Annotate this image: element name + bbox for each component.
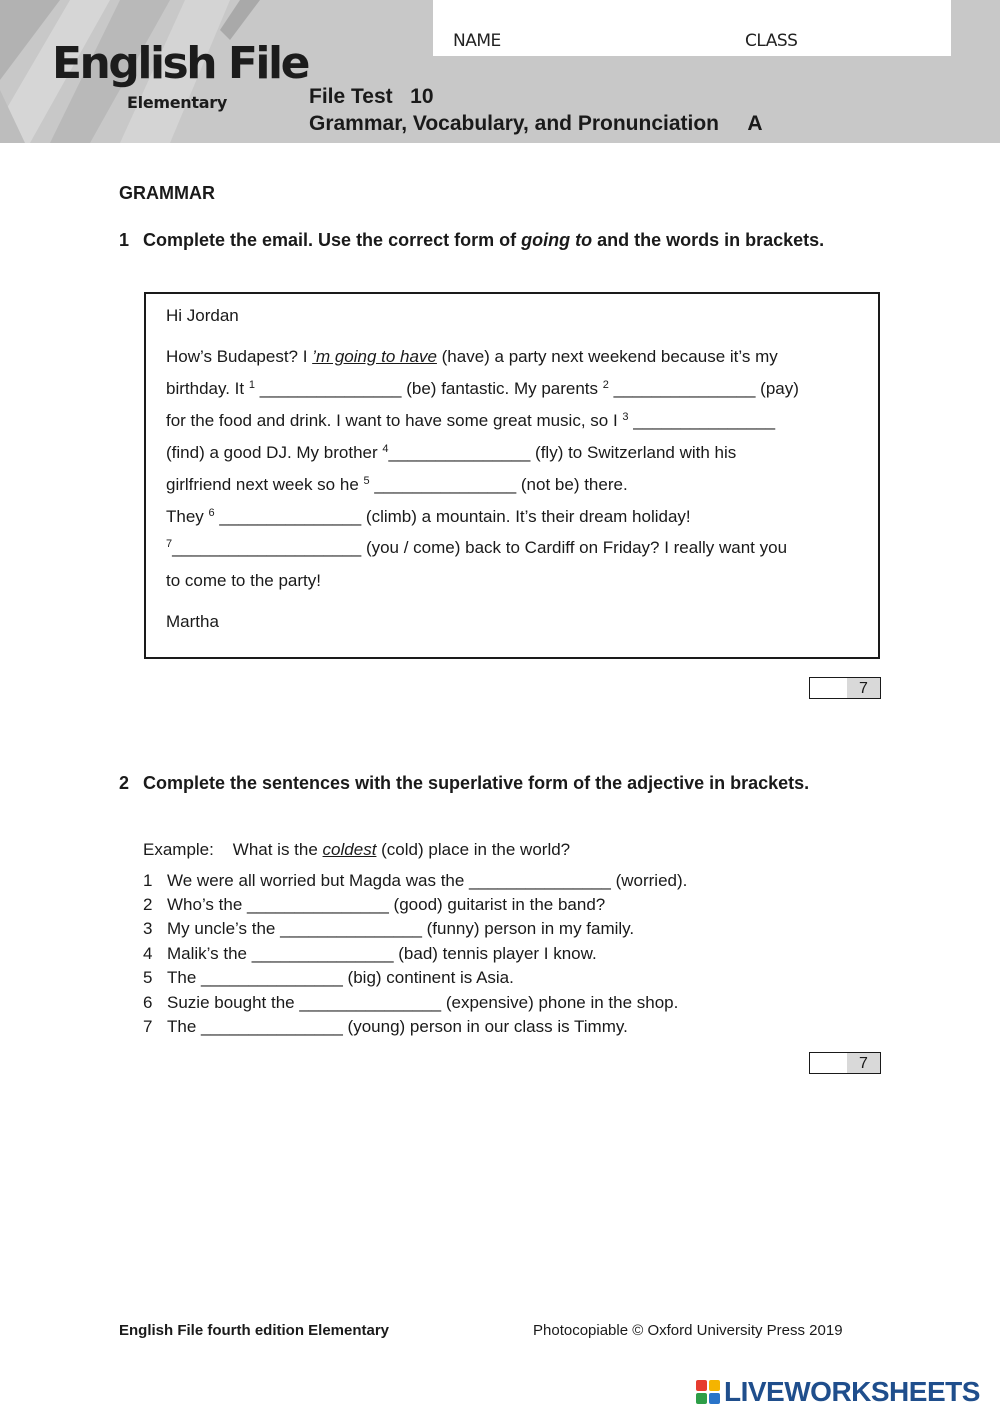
email-line-6 bbox=[166, 507, 691, 527]
example-answer: ’m going to have bbox=[312, 347, 437, 366]
score-box-task-2 bbox=[809, 1052, 881, 1074]
email-line-2 bbox=[166, 379, 799, 399]
email-text: for the food and drink. I want to have some great music, so I bbox=[166, 411, 623, 430]
email-text: birthday. It bbox=[166, 379, 249, 398]
test-subtitle: Grammar, Vocabulary, and Pronunciation A bbox=[309, 112, 763, 135]
email-line-4 bbox=[166, 443, 736, 463]
email-line-7 bbox=[166, 538, 787, 558]
gap-number: 6 bbox=[208, 507, 215, 519]
page-header bbox=[0, 0, 1000, 143]
task-number: 1 bbox=[119, 230, 130, 250]
example-text: (cold) place in the world? bbox=[376, 840, 571, 859]
email-text: _______________ (pay) bbox=[608, 379, 799, 398]
liveworksheets-logo-icon bbox=[696, 1380, 722, 1406]
instruction-text: Complete the email. Use the correct form of bbox=[143, 230, 522, 250]
list-item bbox=[143, 968, 514, 988]
instruction-emphasis: going to bbox=[521, 230, 593, 250]
item-text: The _______________ (big) continent is Asia. bbox=[167, 968, 514, 987]
name-class-box bbox=[433, 0, 951, 56]
gap-number: 1 bbox=[248, 379, 255, 391]
item-number: 3 bbox=[143, 919, 153, 938]
footer-copyright: Photocopiable © Oxford University Press 2019 bbox=[533, 1322, 843, 1339]
list-item bbox=[143, 871, 687, 891]
item-text: Suzie bought the _______________ (expensive) phone in the shop. bbox=[167, 993, 679, 1012]
email-greeting: Hi Jordan bbox=[166, 306, 239, 325]
email-text: _______________ (fly) to Switzerland with his bbox=[388, 443, 737, 462]
liveworksheets-text: LIVEWORKSHEETS bbox=[724, 1376, 980, 1407]
item-number: 1 bbox=[143, 871, 153, 890]
email-text: (have) a party next weekend because it’s my bbox=[436, 347, 778, 366]
item-text: My uncle’s the _______________ (funny) person in my family. bbox=[167, 919, 635, 938]
logo-title: English File bbox=[52, 38, 308, 89]
email-text: ____________________ (you / come) back to Cardiff on Friday? I really want you bbox=[172, 538, 788, 557]
example-sentence bbox=[143, 840, 570, 860]
email-text: girlfriend next week so he bbox=[166, 475, 364, 494]
email-text: They bbox=[166, 507, 209, 526]
gap-number: 5 bbox=[363, 475, 370, 487]
instruction-text: Complete the sentences with the superlative form of the adjective in brackets. bbox=[143, 773, 810, 793]
item-text: Who’s the _______________ (good) guitarist in the band? bbox=[167, 895, 606, 914]
email-text: (find) a good DJ. My brother bbox=[166, 443, 383, 462]
item-text: Malik’s the _______________ (bad) tennis player I know. bbox=[167, 944, 597, 963]
instruction-text: and the words in brackets. bbox=[592, 230, 825, 250]
email-text: _______________ (be) fantastic. My parents bbox=[254, 379, 603, 398]
gap-number: 2 bbox=[602, 379, 609, 391]
example-answer: coldest bbox=[322, 840, 377, 859]
item-number: 5 bbox=[143, 968, 153, 987]
gap-number: 4 bbox=[382, 443, 389, 455]
email-text: How’s Budapest? I bbox=[166, 347, 313, 366]
list-item bbox=[143, 944, 597, 964]
email-text: _______________ bbox=[628, 411, 776, 430]
item-number: 7 bbox=[143, 1017, 153, 1036]
item-text: The _______________ (young) person in our class is Timmy. bbox=[167, 1017, 628, 1036]
task-number: 2 bbox=[119, 773, 130, 793]
score-box-task-1 bbox=[809, 677, 881, 699]
section-heading-grammar: GRAMMAR bbox=[119, 183, 215, 203]
item-number: 2 bbox=[143, 895, 153, 914]
gap-number: 3 bbox=[622, 411, 629, 423]
score-input[interactable] bbox=[810, 1053, 848, 1073]
gap-number: 7 bbox=[166, 538, 173, 550]
example-label: Example: bbox=[143, 840, 214, 859]
logo-subtitle: Elementary bbox=[127, 93, 227, 112]
email-line-3 bbox=[166, 411, 775, 431]
item-number: 6 bbox=[143, 993, 153, 1012]
name-label: NAME bbox=[453, 31, 501, 51]
score-total: 7 bbox=[847, 678, 880, 698]
email-line-5 bbox=[166, 475, 628, 495]
list-item bbox=[143, 993, 678, 1013]
email-text: _______________ (climb) a mountain. It’s their dream holiday! bbox=[214, 507, 691, 526]
list-item bbox=[143, 1017, 628, 1037]
class-label: CLASS bbox=[745, 31, 798, 51]
email-text: _______________ (not be) there. bbox=[369, 475, 628, 494]
footer-edition: English File fourth edition Elementary bbox=[119, 1322, 390, 1339]
email-line-8: to come to the party! bbox=[166, 571, 321, 590]
file-test-title: File Test 10 bbox=[309, 85, 434, 108]
item-number: 4 bbox=[143, 944, 153, 963]
score-total: 7 bbox=[847, 1053, 880, 1073]
list-item bbox=[143, 919, 634, 939]
list-item bbox=[143, 895, 605, 915]
email-signoff: Martha bbox=[166, 612, 219, 631]
email-line-1 bbox=[166, 347, 778, 367]
item-text: We were all worried but Magda was the _______________ (worried). bbox=[167, 871, 688, 890]
example-text: What is the bbox=[232, 840, 323, 859]
score-input[interactable] bbox=[810, 678, 848, 698]
